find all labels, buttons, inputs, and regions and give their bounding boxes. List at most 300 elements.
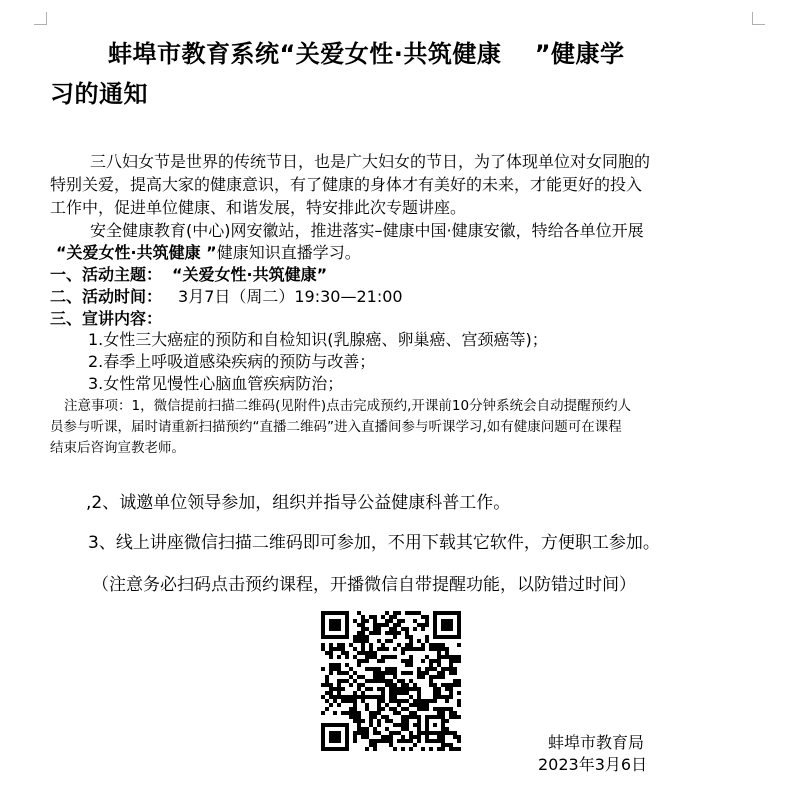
content-list-item: 1.女性三大癌症的预防和自检知识(乳腺癌、卵巢癌、宫颈癌等)； <box>88 330 548 349</box>
qr-module <box>373 655 377 659</box>
qr-module <box>393 691 397 695</box>
qr-module <box>433 675 437 679</box>
qr-module <box>401 715 405 719</box>
qr-module <box>369 651 373 655</box>
time-value: 3月7日（周二）19:30—21:00 <box>178 287 403 306</box>
qr-module <box>321 643 325 647</box>
qr-module <box>385 715 389 719</box>
qr-module <box>429 659 433 663</box>
qr-module <box>417 647 421 651</box>
qr-module <box>425 739 429 743</box>
qr-module <box>409 715 413 719</box>
qr-module <box>365 651 369 655</box>
qr-module <box>441 711 445 715</box>
qr-module <box>353 695 357 699</box>
qr-module <box>397 611 401 615</box>
qr-module <box>389 639 393 643</box>
qr-module <box>349 715 353 719</box>
qr-module <box>445 655 449 659</box>
qr-module <box>341 695 345 699</box>
qr-module <box>329 667 333 671</box>
qr-module <box>393 683 397 687</box>
qr-module <box>365 655 369 659</box>
qr-module <box>413 715 417 719</box>
qr-module <box>433 683 437 687</box>
qr-module <box>441 647 445 651</box>
qr-module <box>333 711 337 715</box>
qr-module <box>421 647 425 651</box>
qr-module <box>393 675 397 679</box>
qr-module <box>389 679 393 683</box>
qr-module <box>453 659 457 663</box>
qr-module <box>445 727 449 731</box>
qr-module <box>381 643 385 647</box>
qr-module <box>361 631 365 635</box>
qr-module <box>421 703 425 707</box>
qr-module <box>369 723 373 727</box>
qr-module <box>329 683 333 687</box>
qr-module <box>357 687 361 691</box>
qr-module <box>409 671 413 675</box>
qr-module <box>405 719 409 723</box>
qr-module <box>373 679 377 683</box>
qr-module <box>337 683 341 687</box>
qr-module <box>353 647 357 651</box>
qr-module <box>421 671 425 675</box>
qr-module <box>381 739 385 743</box>
qr-module <box>381 715 385 719</box>
qr-module <box>417 675 421 679</box>
qr-module <box>353 703 357 707</box>
qr-module <box>425 703 429 707</box>
qr-module <box>393 655 397 659</box>
qr-module <box>337 647 341 651</box>
qr-module <box>397 643 401 647</box>
qr-module <box>385 655 389 659</box>
qr-module <box>453 747 457 751</box>
qr-module <box>345 663 349 667</box>
qr-module <box>389 739 393 743</box>
qr-module <box>437 695 441 699</box>
qr-module <box>373 695 377 699</box>
qr-module <box>393 615 397 619</box>
qr-finder-pattern <box>441 619 453 631</box>
qr-module <box>429 683 433 687</box>
qr-module <box>393 631 397 635</box>
qr-module <box>409 639 413 643</box>
qr-module <box>397 731 401 735</box>
qr-module <box>385 639 389 643</box>
qr-module <box>409 695 413 699</box>
qr-module <box>381 659 385 663</box>
qr-module <box>413 743 417 747</box>
qr-module <box>357 631 361 635</box>
qr-module <box>345 655 349 659</box>
qr-module <box>369 655 373 659</box>
qr-module <box>453 671 457 675</box>
qr-module <box>389 615 393 619</box>
qr-module <box>385 735 389 739</box>
qr-module <box>405 671 409 675</box>
qr-module <box>345 695 349 699</box>
qr-module <box>341 651 345 655</box>
qr-module <box>433 739 437 743</box>
qr-module <box>337 695 341 699</box>
qr-module <box>385 679 389 683</box>
qr-module <box>357 727 361 731</box>
qr-module <box>353 639 357 643</box>
qr-module <box>405 691 409 695</box>
qr-module <box>329 647 333 651</box>
qr-module <box>365 731 369 735</box>
qr-module <box>381 615 385 619</box>
qr-module <box>425 639 429 643</box>
qr-module <box>425 635 429 639</box>
qr-module <box>321 683 325 687</box>
qr-module <box>369 647 373 651</box>
qr-module <box>457 699 461 703</box>
qr-module <box>377 723 381 727</box>
qr-module <box>321 667 325 671</box>
qr-module <box>369 687 373 691</box>
qr-module <box>361 727 365 731</box>
qr-module <box>361 731 365 735</box>
qr-module <box>369 739 373 743</box>
qr-module <box>393 699 397 703</box>
qr-module <box>425 707 429 711</box>
qr-module <box>361 643 365 647</box>
qr-alignment-pattern <box>433 723 437 727</box>
qr-module <box>369 715 373 719</box>
qr-module <box>417 723 421 727</box>
qr-module <box>417 703 421 707</box>
qr-module <box>361 683 365 687</box>
qr-module <box>373 743 377 747</box>
qr-module <box>437 663 441 667</box>
qr-module <box>457 659 461 663</box>
qr-module <box>453 711 457 715</box>
qr-module <box>417 667 421 671</box>
qr-module <box>325 707 329 711</box>
qr-module <box>365 707 369 711</box>
qr-module <box>369 643 373 647</box>
theme-label: 一、活动主题： <box>50 265 163 284</box>
time-item <box>50 284 403 307</box>
qr-module <box>377 671 381 675</box>
qr-module <box>393 731 397 735</box>
qr-module <box>365 667 369 671</box>
qr-module <box>445 695 449 699</box>
qr-module <box>365 679 369 683</box>
qr-module <box>437 675 441 679</box>
qr-module <box>381 675 385 679</box>
qr-module <box>433 667 437 671</box>
intro-paragraph-line: 三八妇女节是世界的传统节日，也是广大妇女的节日，为了体现单位对女同胞的 <box>90 152 651 171</box>
qr-module <box>389 619 393 623</box>
qr-module <box>457 655 461 659</box>
qr-module <box>449 671 453 675</box>
qr-module <box>353 655 357 659</box>
qr-module <box>449 711 453 715</box>
qr-module <box>329 703 333 707</box>
qr-module <box>405 643 409 647</box>
qr-module <box>409 739 413 743</box>
qr-module <box>445 651 449 655</box>
qr-module <box>445 707 449 711</box>
qr-module <box>429 647 433 651</box>
qr-module <box>341 699 345 703</box>
qr-module <box>357 683 361 687</box>
qr-module <box>437 691 441 695</box>
qr-module <box>389 731 393 735</box>
qr-module <box>453 735 457 739</box>
qr-module <box>389 695 393 699</box>
qr-module <box>405 715 409 719</box>
qr-module <box>441 675 445 679</box>
qr-module <box>353 735 357 739</box>
qr-module <box>417 699 421 703</box>
qr-module <box>437 711 441 715</box>
qr-module <box>413 627 417 631</box>
qr-module <box>377 711 381 715</box>
qr-module <box>365 747 369 751</box>
notes-line: 员参与听课，届时请重新扫描预约“直播二维码”进入直播间参与听课学习,如有健康问题可在课程 <box>50 419 622 435</box>
qr-module <box>377 675 381 679</box>
qr-module <box>405 739 409 743</box>
qr-module <box>373 627 377 631</box>
qr-module <box>401 659 405 663</box>
qr-module <box>377 707 381 711</box>
qr-module <box>445 731 449 735</box>
qr-module <box>389 627 393 631</box>
qr-module <box>393 667 397 671</box>
qr-module <box>445 719 449 723</box>
qr-module <box>361 695 365 699</box>
qr-module <box>397 739 401 743</box>
qr-module <box>425 619 429 623</box>
qr-module <box>325 683 329 687</box>
qr-module <box>409 731 413 735</box>
qr-module <box>429 643 433 647</box>
qr-module <box>325 651 329 655</box>
qr-module <box>377 639 381 643</box>
qr-module <box>429 675 433 679</box>
notes-line: 注意事项：1，微信提前扫描二维码(见附件)点击完成预约,开课前10分钟系统会自动提醒预约人 <box>64 398 632 414</box>
qr-module <box>401 619 405 623</box>
notes-item-2: ,2、诚邀单位领导参加，组织并指导公益健康科普工作。 <box>86 493 511 513</box>
qr-module <box>409 703 413 707</box>
qr-module <box>357 723 361 727</box>
qr-module <box>361 651 365 655</box>
qr-module <box>429 699 433 703</box>
qr-module <box>361 691 365 695</box>
qr-module <box>421 643 425 647</box>
qr-module <box>397 679 401 683</box>
notes-line: 结束后咨询宣教老师。 <box>50 440 185 456</box>
qr-module <box>345 699 349 703</box>
qr-module <box>373 651 377 655</box>
qr-module <box>353 715 357 719</box>
qr-module <box>445 743 449 747</box>
qr-module <box>437 651 441 655</box>
qr-module <box>453 655 457 659</box>
qr-module <box>385 611 389 615</box>
qr-module <box>393 723 397 727</box>
qr-module <box>377 627 381 631</box>
qr-module <box>405 683 409 687</box>
intro-paragraph-line: 安全健康教育(中心)网安徽站，推进落实–健康中国·健康安徽，特给各单位开展 <box>90 221 644 240</box>
qr-module <box>321 695 325 699</box>
qr-module <box>409 655 413 659</box>
qr-module <box>445 667 449 671</box>
qr-module <box>417 715 421 719</box>
qr-module <box>341 687 345 691</box>
qr-module <box>429 663 433 667</box>
qr-module <box>337 663 341 667</box>
qr-module <box>389 743 393 747</box>
qr-module <box>361 619 365 623</box>
qr-module <box>437 671 441 675</box>
qr-module <box>389 671 393 675</box>
qr-module <box>385 719 389 723</box>
qr-module <box>377 659 381 663</box>
qr-module <box>357 719 361 723</box>
qr-module <box>409 647 413 651</box>
qr-module <box>425 671 429 675</box>
qr-module <box>433 695 437 699</box>
qr-module <box>325 679 329 683</box>
qr-module <box>357 659 361 663</box>
qr-module <box>321 647 325 651</box>
qr-module <box>453 679 457 683</box>
qr-module <box>417 735 421 739</box>
qr-module <box>357 639 361 643</box>
qr-module <box>377 695 381 699</box>
qr-module <box>429 739 433 743</box>
qr-module <box>357 675 361 679</box>
qr-module <box>333 647 337 651</box>
qr-module <box>329 695 333 699</box>
qr-module <box>405 707 409 711</box>
qr-module <box>353 711 357 715</box>
qr-finder-pattern <box>329 731 341 743</box>
qr-module <box>329 663 333 667</box>
qr-module <box>389 687 393 691</box>
qr-module <box>449 663 453 667</box>
qr-module <box>369 615 373 619</box>
issue-date: 2023年3月6日 <box>538 755 648 774</box>
qr-module <box>369 631 373 635</box>
page-corner-mark-left <box>34 12 47 25</box>
qr-module <box>357 715 361 719</box>
qr-module <box>401 647 405 651</box>
qr-module <box>401 735 405 739</box>
qr-module <box>361 647 365 651</box>
qr-module <box>409 659 413 663</box>
qr-module <box>413 703 417 707</box>
qr-module <box>389 631 393 635</box>
qr-module <box>401 723 405 727</box>
qr-module <box>437 643 441 647</box>
intro-paragraph-line: 特别关爱，提高大家的健康意识，有了健康的身体才有美好的未来，才能更好的投入 <box>50 175 643 194</box>
qr-module <box>373 619 377 623</box>
qr-module <box>393 671 397 675</box>
qr-module <box>401 679 405 683</box>
qr-module <box>353 699 357 703</box>
qr-module <box>361 659 365 663</box>
qr-module <box>333 663 337 667</box>
qr-module <box>373 715 377 719</box>
qr-module <box>337 655 341 659</box>
qr-module <box>401 683 405 687</box>
qr-module <box>385 619 389 623</box>
qr-module <box>417 639 421 643</box>
qr-module <box>397 619 401 623</box>
qr-module <box>381 707 385 711</box>
qr-module <box>341 711 345 715</box>
qr-module <box>413 687 417 691</box>
qr-module <box>409 687 413 691</box>
qr-module <box>373 727 377 731</box>
qr-module <box>353 739 357 743</box>
qr-module <box>437 659 441 663</box>
qr-module <box>437 647 441 651</box>
qr-module <box>417 719 421 723</box>
qr-module <box>433 647 437 651</box>
qr-module <box>437 707 441 711</box>
qr-module <box>385 671 389 675</box>
qr-module <box>353 619 357 623</box>
qr-module <box>401 739 405 743</box>
qr-module <box>381 647 385 651</box>
qr-module <box>433 687 437 691</box>
qr-module <box>401 707 405 711</box>
qr-module <box>425 699 429 703</box>
qr-module <box>333 687 337 691</box>
qr-module <box>405 659 409 663</box>
qr-module <box>389 683 393 687</box>
qr-module <box>329 643 333 647</box>
qr-module <box>349 643 353 647</box>
qr-module <box>373 675 377 679</box>
qr-module <box>425 667 429 671</box>
qr-module <box>453 683 457 687</box>
qr-module <box>401 671 405 675</box>
qr-module <box>365 687 369 691</box>
qr-module <box>417 611 421 615</box>
qr-module <box>445 687 449 691</box>
qr-module <box>437 735 441 739</box>
qr-module <box>373 623 377 627</box>
qr-module <box>421 699 425 703</box>
qr-module <box>329 651 333 655</box>
qr-module <box>341 647 345 651</box>
qr-module <box>381 687 385 691</box>
qr-module <box>365 627 369 631</box>
qr-module <box>357 711 361 715</box>
qr-module <box>373 731 377 735</box>
qr-module <box>361 699 365 703</box>
qr-module <box>441 747 445 751</box>
qr-module <box>409 735 413 739</box>
qr-module <box>329 655 333 659</box>
qr-module <box>453 731 457 735</box>
qr-module <box>337 679 341 683</box>
qr-module <box>421 615 425 619</box>
qr-module <box>417 707 421 711</box>
intro-paragraph-text: 健康知识直播学习。 <box>216 243 361 262</box>
qr-module <box>377 623 381 627</box>
